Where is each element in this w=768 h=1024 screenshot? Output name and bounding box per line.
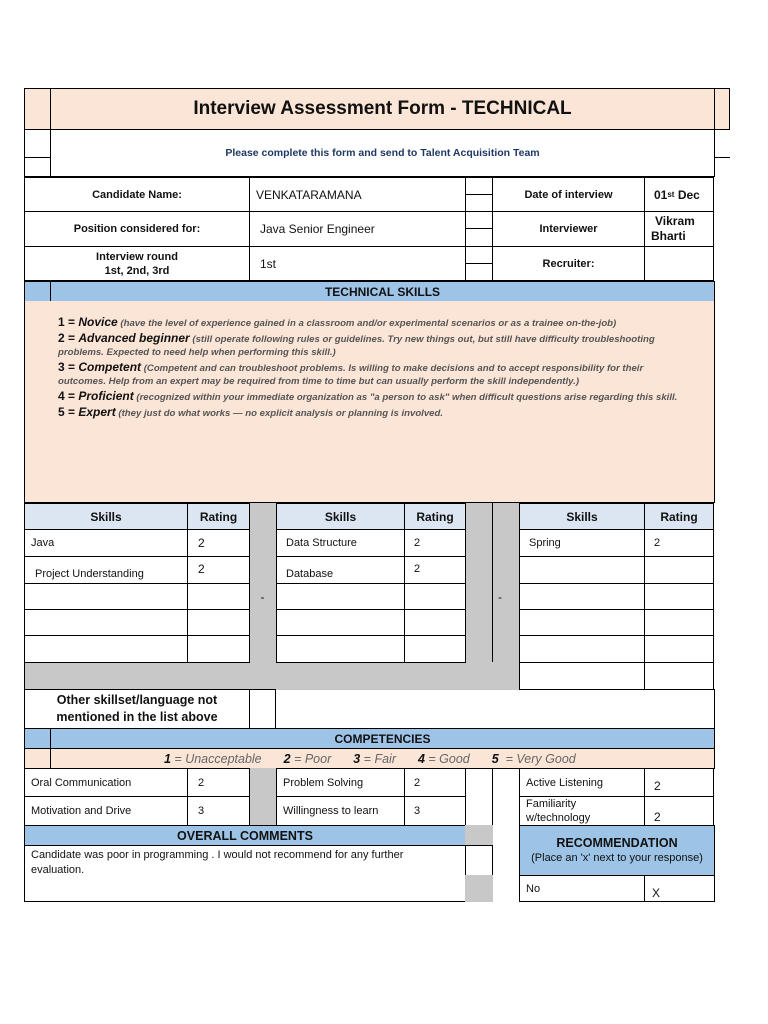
rating-empty-cell[interactable] bbox=[644, 583, 714, 610]
spacer-cell bbox=[465, 177, 493, 195]
skill-empty-cell[interactable] bbox=[24, 583, 188, 610]
other-skillset-label bbox=[24, 689, 250, 729]
scale-poor: 2 = Poor bbox=[283, 751, 332, 766]
date-label: Date of interview bbox=[492, 177, 645, 212]
scale-fair: 3 = Fair bbox=[353, 751, 396, 766]
position-value[interactable]: Java Senior Engineer bbox=[249, 211, 466, 247]
rating-java[interactable]: 2 bbox=[187, 529, 250, 557]
legend-expert: 5 = Expert (they just do what works — no explicit analysis or planning is involved. bbox=[58, 405, 444, 419]
overall-comments-text[interactable]: Candidate was poor in programming . I would not recommend for any further evaluation. bbox=[24, 845, 466, 902]
spacer-cell bbox=[465, 246, 493, 264]
separator-bottom-row bbox=[24, 662, 520, 690]
comments-separator-1 bbox=[465, 825, 493, 846]
skill-database[interactable]: Database bbox=[276, 556, 405, 584]
skills-header-1: Skills bbox=[24, 503, 188, 530]
skill-empty-cell[interactable] bbox=[519, 556, 645, 584]
rating-empty-cell[interactable] bbox=[187, 583, 250, 610]
skill-data-structure[interactable]: Data Structure bbox=[276, 529, 405, 557]
problem-solving-label: Problem Solving bbox=[276, 768, 405, 797]
date-month: Dec bbox=[677, 187, 700, 202]
recommendation-option-no: No bbox=[519, 875, 645, 902]
rating-database[interactable]: 2 bbox=[404, 556, 466, 584]
legend-advanced-beginner: 2 = Advanced beginner (still operate following rules or guidelines. Try new things out, but still have difficulty troubleshooting problems. Expected to need help when performing this skill.) bbox=[58, 331, 655, 358]
spacer-cell bbox=[465, 263, 493, 281]
motivation-rating[interactable]: 3 bbox=[187, 796, 250, 826]
form-title: Interview Assessment Form - TECHNICAL bbox=[50, 88, 715, 130]
competency-scale bbox=[50, 748, 715, 769]
interviewer-value[interactable] bbox=[644, 211, 714, 247]
separator-dash-2: - bbox=[498, 589, 502, 604]
skill-empty-cell[interactable] bbox=[276, 609, 405, 636]
problem-solving-rating[interactable]: 2 bbox=[404, 768, 466, 797]
rating-empty-cell[interactable] bbox=[187, 635, 250, 663]
other-skillset-label-line1: Other skillset/language not bbox=[56, 693, 218, 707]
comments-separator-2 bbox=[465, 845, 493, 876]
spacer-cell bbox=[465, 211, 493, 229]
recommendation-subtitle: (Place an 'x' next to your response) bbox=[531, 852, 703, 864]
motivation-label: Motivation and Drive bbox=[24, 796, 188, 826]
active-listening-rating[interactable]: 2 bbox=[644, 768, 714, 797]
recommendation-box bbox=[519, 825, 715, 876]
rating-empty-cell[interactable] bbox=[404, 583, 466, 610]
skill-level-legend bbox=[50, 301, 715, 503]
recommendation-heading: RECOMMENDATION bbox=[556, 836, 678, 850]
competency-separator-2 bbox=[465, 768, 493, 826]
skill-empty-cell[interactable] bbox=[519, 662, 645, 690]
scale-good: 4 = Good bbox=[417, 751, 470, 766]
skill-empty-cell[interactable] bbox=[24, 635, 188, 663]
spacer-cell bbox=[465, 194, 493, 212]
other-skillset-label-line2: mentioned in the list above bbox=[56, 710, 218, 724]
scale-left-margin bbox=[24, 748, 51, 769]
oral-communication-label: Oral Communication bbox=[24, 768, 188, 797]
position-label: Position considered for: bbox=[24, 211, 250, 247]
other-skillset-input[interactable] bbox=[275, 689, 715, 729]
rating-header-3: Rating bbox=[644, 503, 714, 530]
form-subtitle: Please complete this form and send to Talent Acquisition Team bbox=[50, 129, 715, 177]
recruiter-label: Recruiter: bbox=[492, 246, 645, 281]
interview-round-label bbox=[24, 246, 250, 281]
subtitle-right-margin bbox=[714, 129, 730, 158]
scale-unacceptable: 1 = Unacceptable bbox=[164, 751, 262, 766]
skill-empty-cell[interactable] bbox=[276, 635, 405, 663]
rating-empty-cell[interactable] bbox=[644, 556, 714, 584]
date-suffix: st bbox=[667, 190, 675, 199]
willingness-label: Willingness to learn bbox=[276, 796, 405, 826]
spacer-cell bbox=[465, 228, 493, 247]
skill-spring[interactable]: Spring bbox=[519, 529, 645, 557]
tech-skills-left-margin bbox=[24, 281, 51, 302]
comments-separator-3 bbox=[465, 875, 493, 902]
skill-empty-cell[interactable] bbox=[276, 583, 405, 610]
rating-empty-cell[interactable] bbox=[187, 609, 250, 636]
recruiter-value[interactable] bbox=[644, 246, 714, 281]
candidate-name-value[interactable]: VENKATARAMANA bbox=[249, 177, 466, 212]
skill-java[interactable]: Java bbox=[24, 529, 188, 557]
rating-header-2: Rating bbox=[404, 503, 466, 530]
rating-empty-cell[interactable] bbox=[404, 609, 466, 636]
skill-empty-cell[interactable] bbox=[519, 635, 645, 663]
skills-header-3: Skills bbox=[519, 503, 645, 530]
legend-proficient: 4 = Proficient (recognized within your immediate organization as "a person to ask" when difficult questions arise regarding this skill. bbox=[58, 389, 678, 403]
tech-skills-heading: TECHNICAL SKILLS bbox=[50, 281, 715, 302]
skill-project-understanding[interactable]: Project Understanding bbox=[24, 556, 188, 584]
rating-data-structure[interactable]: 2 bbox=[404, 529, 466, 557]
title-right-margin bbox=[714, 88, 730, 130]
interview-round-label-line2: 1st, 2nd, 3rd bbox=[104, 264, 170, 277]
rating-spring[interactable]: 2 bbox=[644, 529, 714, 557]
interview-round-label-line1: Interview round bbox=[96, 250, 178, 263]
interviewer-value-line2: Bharti bbox=[651, 229, 686, 243]
rating-empty-cell[interactable] bbox=[644, 662, 714, 690]
familiarity-label-line2: w/technology bbox=[526, 812, 591, 824]
separator-inner-line bbox=[492, 503, 493, 663]
title-left-margin bbox=[24, 88, 51, 130]
familiarity-rating[interactable]: 2 bbox=[644, 796, 714, 826]
legend-novice: 1 = Novice (have the level of experience gained in a classroom and/or experimental scenarios or as a trainee on-the-job) bbox=[58, 315, 617, 329]
subtitle-left-margin-2 bbox=[24, 157, 51, 177]
scale-very-good: 5 = Very Good bbox=[491, 751, 576, 766]
candidate-name-label: Candidate Name: bbox=[24, 177, 250, 212]
recommendation-mark[interactable]: X bbox=[644, 875, 715, 902]
familiarity-label-line1: Familiarity bbox=[526, 798, 577, 810]
rating-empty-cell[interactable] bbox=[644, 609, 714, 636]
rating-empty-cell[interactable] bbox=[404, 635, 466, 663]
rating-empty-cell[interactable] bbox=[644, 635, 714, 663]
skill-empty-cell[interactable] bbox=[519, 583, 645, 610]
interview-round-value[interactable]: 1st bbox=[249, 246, 466, 281]
rating-header-1: Rating bbox=[187, 503, 250, 530]
skill-empty-cell[interactable] bbox=[519, 609, 645, 636]
subtitle-left-margin-1 bbox=[24, 129, 51, 158]
interviewer-value-line1: Vikram bbox=[655, 214, 695, 228]
skills-header-2: Skills bbox=[276, 503, 405, 530]
separator-dash-1: - bbox=[260, 589, 265, 604]
willingness-rating[interactable]: 3 bbox=[404, 796, 466, 826]
other-skillset-spacer bbox=[249, 689, 276, 729]
legend-competent: 3 = Competent (Competent and can troubleshoot problems. Is willing to make decisions and to accept responsibility for their outcomes. Help from an expert may be required from time to time but can usually perform the skill independently.) bbox=[58, 360, 644, 387]
skill-empty-cell[interactable] bbox=[24, 609, 188, 636]
competencies-left-margin bbox=[24, 728, 51, 749]
active-listening-label: Active Listening bbox=[519, 768, 645, 797]
overall-comments-heading: OVERALL COMMENTS bbox=[24, 825, 466, 846]
oral-communication-rating[interactable]: 2 bbox=[187, 768, 250, 797]
competency-separator-1 bbox=[249, 768, 276, 826]
date-value[interactable] bbox=[644, 177, 714, 212]
competencies-heading: COMPETENCIES bbox=[50, 728, 715, 749]
interviewer-label: Interviewer bbox=[492, 211, 645, 247]
date-day: 01 bbox=[654, 187, 668, 202]
rating-project-understanding[interactable]: 2 bbox=[187, 556, 250, 584]
familiarity-label bbox=[519, 796, 645, 826]
legend-left-margin bbox=[24, 301, 51, 503]
